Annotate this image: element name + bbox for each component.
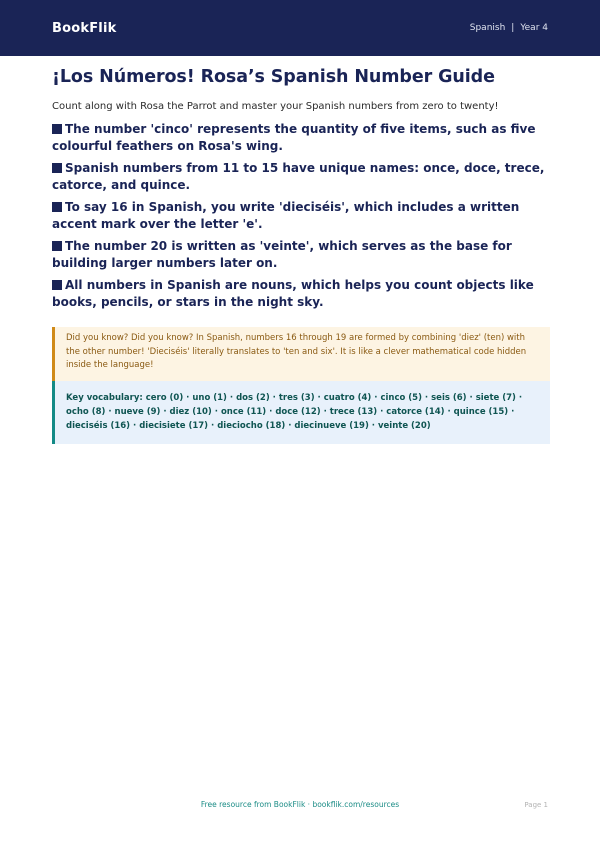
top-bar xyxy=(0,0,600,56)
fact-list xyxy=(52,121,550,311)
page-footer xyxy=(0,800,600,814)
square-bullet-icon xyxy=(52,280,62,290)
fact-item xyxy=(52,199,550,233)
vocabulary-box xyxy=(52,381,550,444)
fact-text: The number 20 is written as 'veinte', which serves as the base for building larger numbers later on. xyxy=(52,239,512,270)
page-title: ¡Los Números! Rosa’s Spanish Number Guide xyxy=(52,67,495,87)
callout-text: Did you know? Did you know? In Spanish, numbers 16 through 19 are formed by combining 'diez' (ten) with the other number! 'Dieciséis' literally translates to 'ten and six'. It is like a clever mathematical code hidden inside the language! xyxy=(66,333,527,370)
fact-item xyxy=(52,160,550,194)
footer-link[interactable]: Free resource from BookFlik · bookflik.com/resources xyxy=(200,800,400,809)
fact-item xyxy=(52,277,550,311)
header-meta xyxy=(470,23,548,33)
subject-label: Spanish xyxy=(469,23,506,33)
intro-text: Count along with Rosa the Parrot and master your Spanish numbers from zero to twenty! xyxy=(52,101,499,112)
level-label: Year 4 xyxy=(520,23,548,33)
did-you-know-callout xyxy=(52,327,550,381)
main-content xyxy=(52,64,550,444)
fact-text: The number 'cinco' represents the quantity of five items, such as five colourful feathers on Rosa's wing. xyxy=(52,122,536,153)
square-bullet-icon xyxy=(52,241,62,251)
meta-separator: | xyxy=(511,23,515,33)
page-number: Page 1 xyxy=(524,801,548,809)
fact-text: Spanish numbers from 11 to 15 have unique names: once, doce, trece, catorce, and quince. xyxy=(52,161,545,192)
square-bullet-icon xyxy=(52,124,62,134)
vocabulary-text: Key vocabulary: cero (0) · uno (1) · dos (2) · tres (3) · cuatro (4) · cinco (5) · seis (6) · siete (7) · ocho (8) · nueve (9) · diez (10) · once (11) · doce (12) · trece (13) · catorce (14) · quince (15) · dieciséis (16) · diecisiete (17) · dieciocho (18) · diecinueve (19) · veinte (20) xyxy=(66,392,523,431)
fact-text: All numbers in Spanish are nouns, which helps you count objects like books, pencils, or stars in the night sky. xyxy=(52,278,534,309)
brand-logo-text[interactable]: BookFlik xyxy=(52,20,117,36)
square-bullet-icon xyxy=(52,163,62,173)
fact-item xyxy=(52,238,550,272)
fact-item xyxy=(52,121,550,155)
fact-text: To say 16 in Spanish, you write 'dieciséis', which includes a written accent mark over the letter 'e'. xyxy=(52,200,520,231)
square-bullet-icon xyxy=(52,202,62,212)
